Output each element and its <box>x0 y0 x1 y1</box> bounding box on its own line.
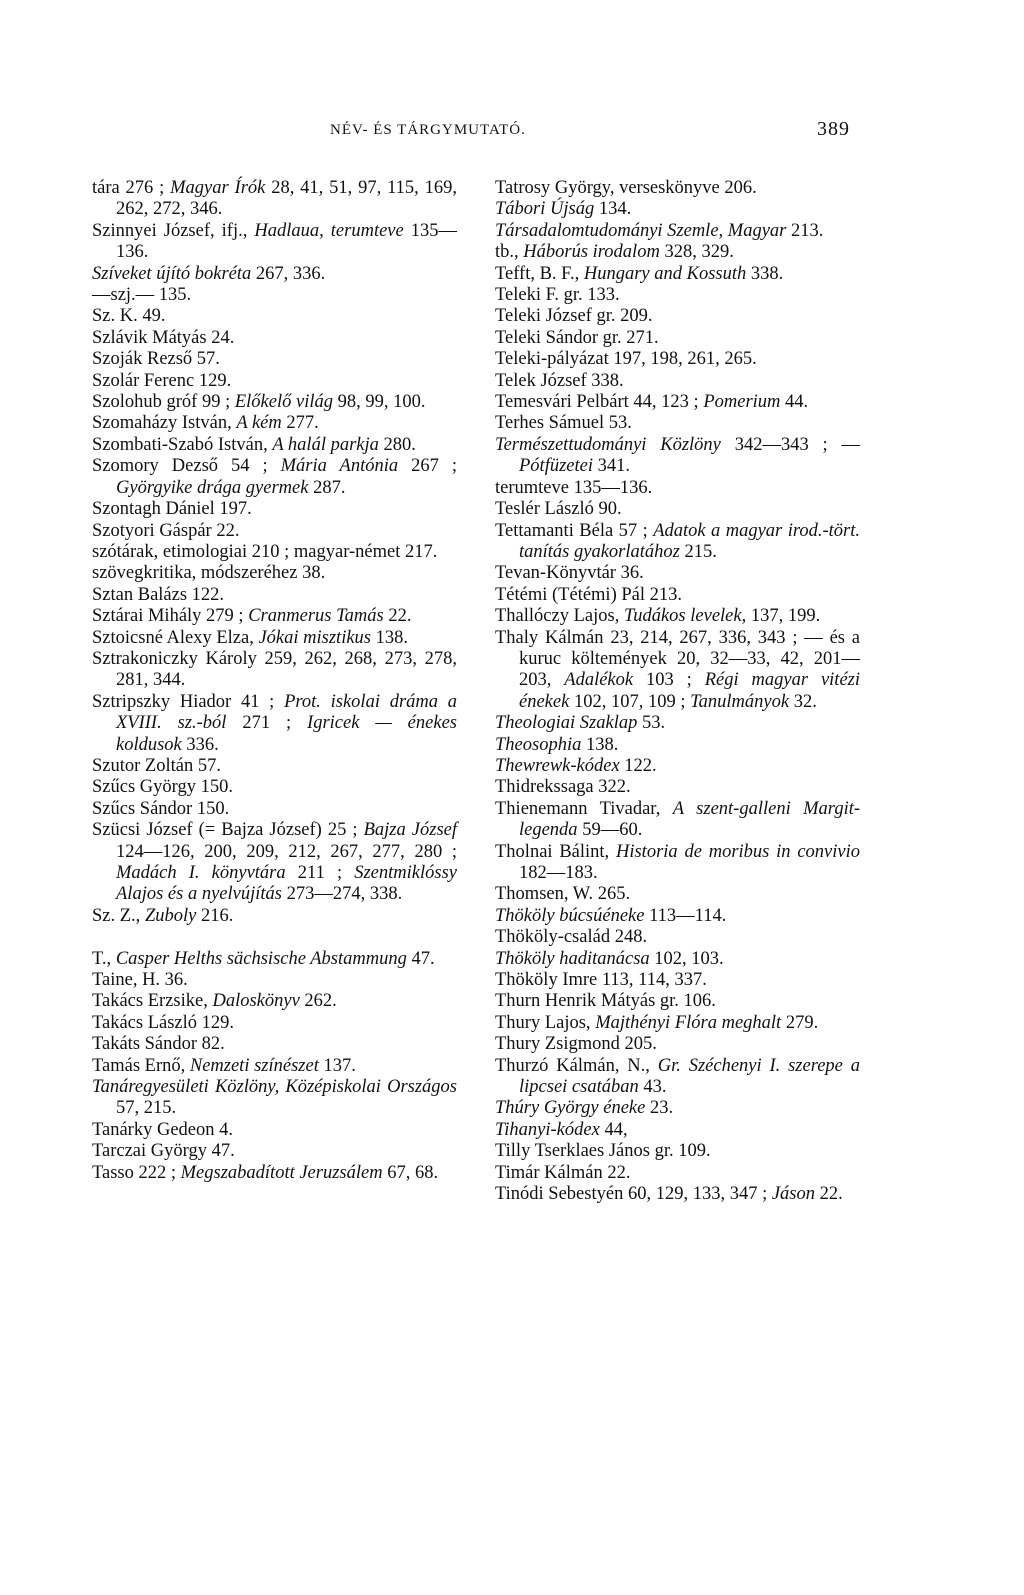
index-entry: Thidrekssaga 322. <box>495 777 631 798</box>
index-entry: tára 276 ; Magyar Írók 28, 41, 51, 97, 115, 169, 262, 272, 346. <box>92 178 457 220</box>
index-entry: szövegkritika, módszeréhez 38. <box>92 563 326 584</box>
index-entry: Temesvári Pelbárt 44, 123 ; Pomerium 44. <box>495 392 809 413</box>
index-entry: Terhes Sámuel 53. <box>495 413 632 434</box>
index-entry: Szomaházy István, A kém 277. <box>92 413 319 434</box>
index-entry: Sz. K. 49. <box>92 306 166 327</box>
index-entry: Tefft, B. F., Hungary and Kossuth 338. <box>495 263 784 284</box>
index-entry: Tasso 222 ; Megszabadított Jeruzsálem 67, 68. <box>92 1162 439 1183</box>
index-entry: Társadalomtudományi Szemle, Magyar 213. <box>495 220 824 241</box>
index-entry: Szolohub gróf 99 ; Előkelő világ 98, 99, 100. <box>92 392 426 413</box>
index-entry: Természettudományi Közlöny 342—343 ; — Pótfüzetei 341. <box>495 434 860 477</box>
running-head <box>330 118 850 146</box>
index-entry: Tamás Ernő, Nemzeti színészet 137. <box>92 1055 356 1076</box>
index-entry: Teleki Sándor gr. 271. <box>495 327 659 348</box>
index-entry: Thurn Henrik Mátyás gr. 106. <box>495 991 716 1012</box>
index-entry: Teleki-pályázat 197, 198, 261, 265. <box>495 349 757 370</box>
index-entry: Theosophia 138. <box>495 734 619 755</box>
index-entry: Sztrakoniczky Károly 259, 262, 268, 273, 278, 281, 344. <box>92 648 457 691</box>
index-entry: Szutor Zoltán 57. <box>92 755 221 776</box>
index-entry: Szombati-Szabó István, A halál parkja 280. <box>92 434 416 455</box>
index-column-left <box>92 178 457 1184</box>
index-entry: Thewrewk-kódex 122. <box>495 755 657 776</box>
index-entry: Tatrosy György, verseskönyve 206. <box>495 178 757 198</box>
index-entry: Szolár Ferenc 129. <box>92 370 232 391</box>
index-entry: Szücsi József (= Bajza József) 25 ; Bajza József 124—126, 200, 209, 212, 267, 277, 280 ; Madách I. könyvtára 211 ; Szentmiklóssy Alajos és a nyelvújítás 273—274, 338. <box>92 820 457 905</box>
page-number: 389 <box>817 118 850 140</box>
index-entry: Sztripszky Hiador 41 ; Prot. iskolai dráma a XVIII. sz.-ból 271 ; Igricek — énekes koldusok 336. <box>92 691 457 755</box>
index-entry: —szj.— 135. <box>92 285 192 306</box>
index-entry: Thúry György éneke 23. <box>495 1098 674 1119</box>
index-entry: Takács László 129. <box>92 1012 235 1033</box>
index-entry: Tétémi (Tétémi) Pál 213. <box>495 584 682 605</box>
index-entry: Takács Erzsike, Daloskönyv 262. <box>92 991 337 1012</box>
index-entry: Theologiai Szaklap 53. <box>495 713 666 734</box>
index-entry: Szíveket újító bokréta 267, 336. <box>92 263 326 284</box>
index-entry: Tihanyi-kódex 44, <box>495 1119 628 1140</box>
index-entry: terumteve 135—136. <box>495 477 653 498</box>
index-entry: Telek József 338. <box>495 370 624 391</box>
index-entry: Timár Kálmán 22. <box>495 1162 631 1183</box>
index-entry: Taine, H. 36. <box>92 970 188 991</box>
index-entry: Thököly búcsúéneke 113—114. <box>495 905 727 926</box>
index-entry: Sz. Z., Zuboly 216. <box>92 905 234 926</box>
index-entry: Teleki József gr. 209. <box>495 306 653 327</box>
index-entry: Thaly Kálmán 23, 214, 267, 336, 343 ; — és a kuruc költemények 20, 32—33, 42, 201—203, Adalékok 103 ; Régi magyar vitézi énekek 102, 107, 109 ; Tanulmányok 32. <box>495 627 860 712</box>
index-entry: Szotyori Gáspár 22. <box>92 520 240 541</box>
index-entry: Thököly-család 248. <box>495 927 648 948</box>
index-entry: Szűcs György 150. <box>92 777 233 798</box>
index-entry: Teleki F. gr. 133. <box>495 285 620 306</box>
index-entry: Sztoicsné Alexy Elza, Jókai misztikus 138. <box>92 627 408 648</box>
index-entry: Tholnai Bálint, Historia de moribus in convivio 182—183. <box>495 841 861 883</box>
index-entry: Tanáregyesületi Közlöny, Középiskolai Országos 57, 215. <box>92 1077 457 1119</box>
index-entry: Szoják Rezső 57. <box>92 349 220 370</box>
index-entry: tb., Háborús irodalom 328, 329. <box>495 242 734 263</box>
index-entry: Teslér László 90. <box>495 499 622 520</box>
index-entry: Szinnyei József, ifj., Hadlaua, terumteve 135—136. <box>92 220 457 263</box>
index-entry: Szlávik Mátyás 24. <box>92 327 235 348</box>
index-entry: Thienemann Tivadar, A szent-galleni Margit-legenda 59—60. <box>495 798 861 841</box>
index-entry: Thököly haditanácsa 102, 103. <box>495 948 724 969</box>
index-entry: Thallóczy Lajos, Tudákos levelek, 137, 199. <box>495 606 821 627</box>
index-entry: Szomory Dezső 54 ; Mária Antónia 267 ; Györgyike drága gyermek 287. <box>92 456 458 498</box>
index-entry: Sztan Balázs 122. <box>92 584 225 605</box>
index-entry: Tevan-Könyvtár 36. <box>495 563 644 584</box>
index-column-right <box>495 178 860 1206</box>
index-entry: Thurzó Kálmán, N., Gr. Széchenyi I. szerepe a lipcsei csatában 43. <box>495 1055 860 1098</box>
index-entry: Tettamanti Béla 57 ; Adatok a magyar irod.-tört. tanítás gyakorlatához 215. <box>495 520 860 562</box>
index-entry: Tábori Újság 134. <box>495 199 632 220</box>
index-entry: Szűcs Sándor 150. <box>92 798 230 819</box>
index-entry: Takáts Sándor 82. <box>92 1034 225 1055</box>
running-head-title: NÉV- ÉS TÁRGYMUTATÓ. <box>330 122 526 138</box>
index-entry: Thököly Imre 113, 114, 337. <box>495 970 707 991</box>
index-entry: Tilly Tserklaes János gr. 109. <box>495 1141 711 1162</box>
index-entry: T., Casper Helths sächsische Abstammung 47. <box>92 948 435 969</box>
index-entry: Tanárky Gedeon 4. <box>92 1119 233 1140</box>
index-entry: Tinódi Sebestyén 60, 129, 133, 347 ; Jáson 22. <box>495 1184 843 1205</box>
index-entry: Thomsen, W. 265. <box>495 884 631 905</box>
index-entry: Sztárai Mihály 279 ; Cranmerus Tamás 22. <box>92 606 412 627</box>
index-entry: Thury Zsigmond 205. <box>495 1034 657 1055</box>
index-entry: Thury Lajos, Majthényi Flóra meghalt 279. <box>495 1012 819 1033</box>
index-entry: Szontagh Dániel 197. <box>92 499 252 520</box>
index-entry: szótárak, etimologiai 210 ; magyar-német 217. <box>92 541 438 562</box>
index-entry: Tarczai György 47. <box>92 1141 235 1162</box>
